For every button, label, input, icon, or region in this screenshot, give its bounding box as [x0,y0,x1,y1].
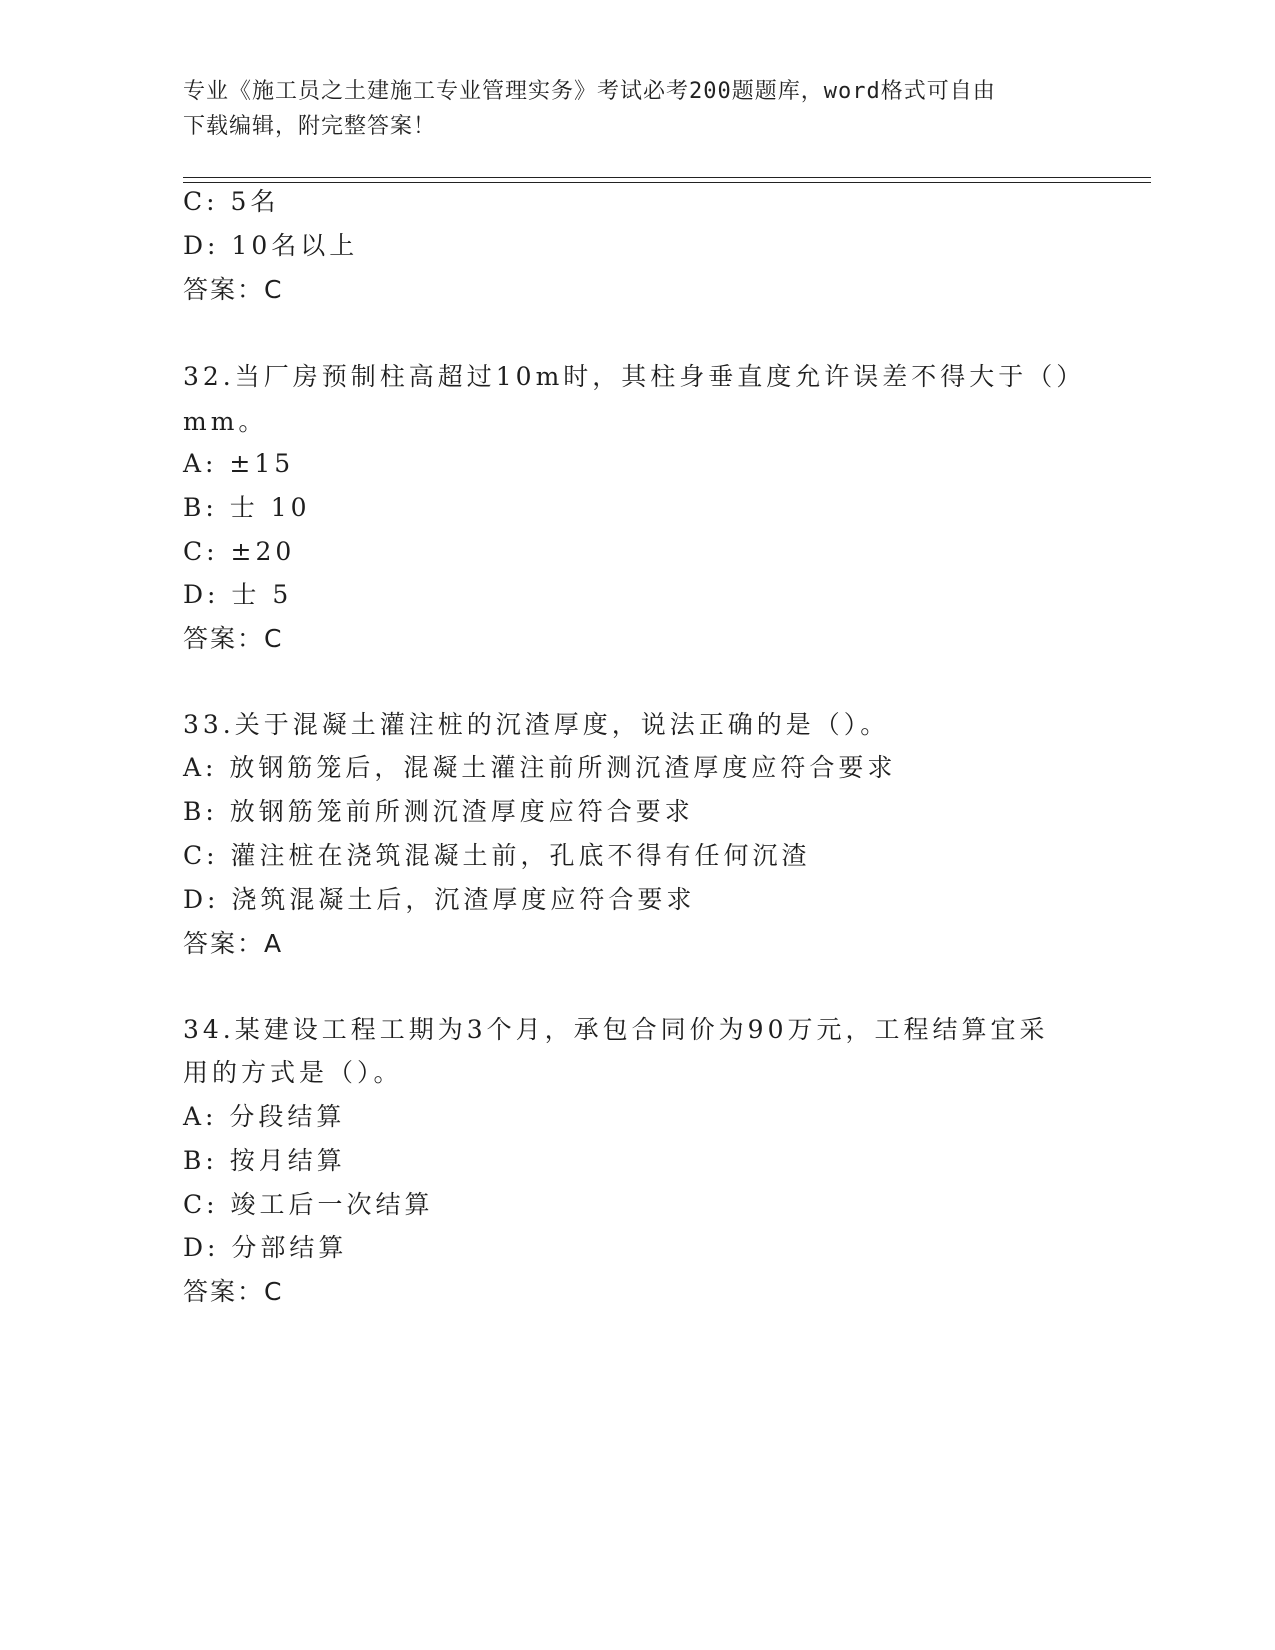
q34-stem-line-1: 34.某建设工程工期为3个月，承包合同价为90万元，工程结算宜采 [183,1015,1049,1044]
q34-option-d: D: 分部结算 [183,1233,348,1262]
q34-stem-line-2: 用的方式是（）。 [183,1058,403,1087]
q34-option-c: C: 竣工后一次结算 [183,1190,434,1219]
q32-option-d: D: 士 5 [183,580,293,609]
q33-answer: 答案：A [183,929,284,958]
q32-option-a: A: ±15 [183,449,295,478]
q33-stem: 33.关于混凝土灌注桩的沉渣厚度，说法正确的是（）。 [183,710,890,739]
q34-answer: 答案：C [183,1277,284,1306]
header-title-line-2: 下载编辑，附完整答案！ [183,114,437,139]
q34-option-a: A: 分段结算 [183,1102,346,1131]
q31-option-d: D: 10名以上 [183,231,359,260]
header-title-line-1: 专业《施工员之土建施工专业管理实务》考试必考200题题库，word格式可自由 [183,79,996,104]
document-header [183,74,1063,144]
q32-option-c: C: ±20 [183,537,296,566]
q33-option-d: D: 浇筑混凝土后，沉渣厚度应符合要求 [183,885,696,914]
q34-option-b: B: 按月结算 [183,1146,346,1175]
q32-stem-line-2: mm。 [183,407,268,436]
header-divider-bottom [183,182,1151,183]
q33-option-b: B: 放钢筋笼前所测沉渣厚度应符合要求 [183,797,694,826]
q32-stem-line-1: 32.当厂房预制柱高超过10m时，其柱身垂直度允许误差不得大于（） [183,362,1086,391]
header-divider-top [183,177,1151,178]
q32-option-b: B: 士 10 [183,493,311,522]
q33-option-c: C: 灌注桩在浇筑混凝土前，孔底不得有任何沉渣 [183,841,811,870]
q32-answer: 答案：C [183,624,284,653]
q31-option-c: C: 5名 [183,187,280,216]
q31-answer: 答案：C [183,275,284,304]
q33-option-a: A: 放钢筋笼后，混凝土灌注前所测沉渣厚度应符合要求 [183,753,897,782]
